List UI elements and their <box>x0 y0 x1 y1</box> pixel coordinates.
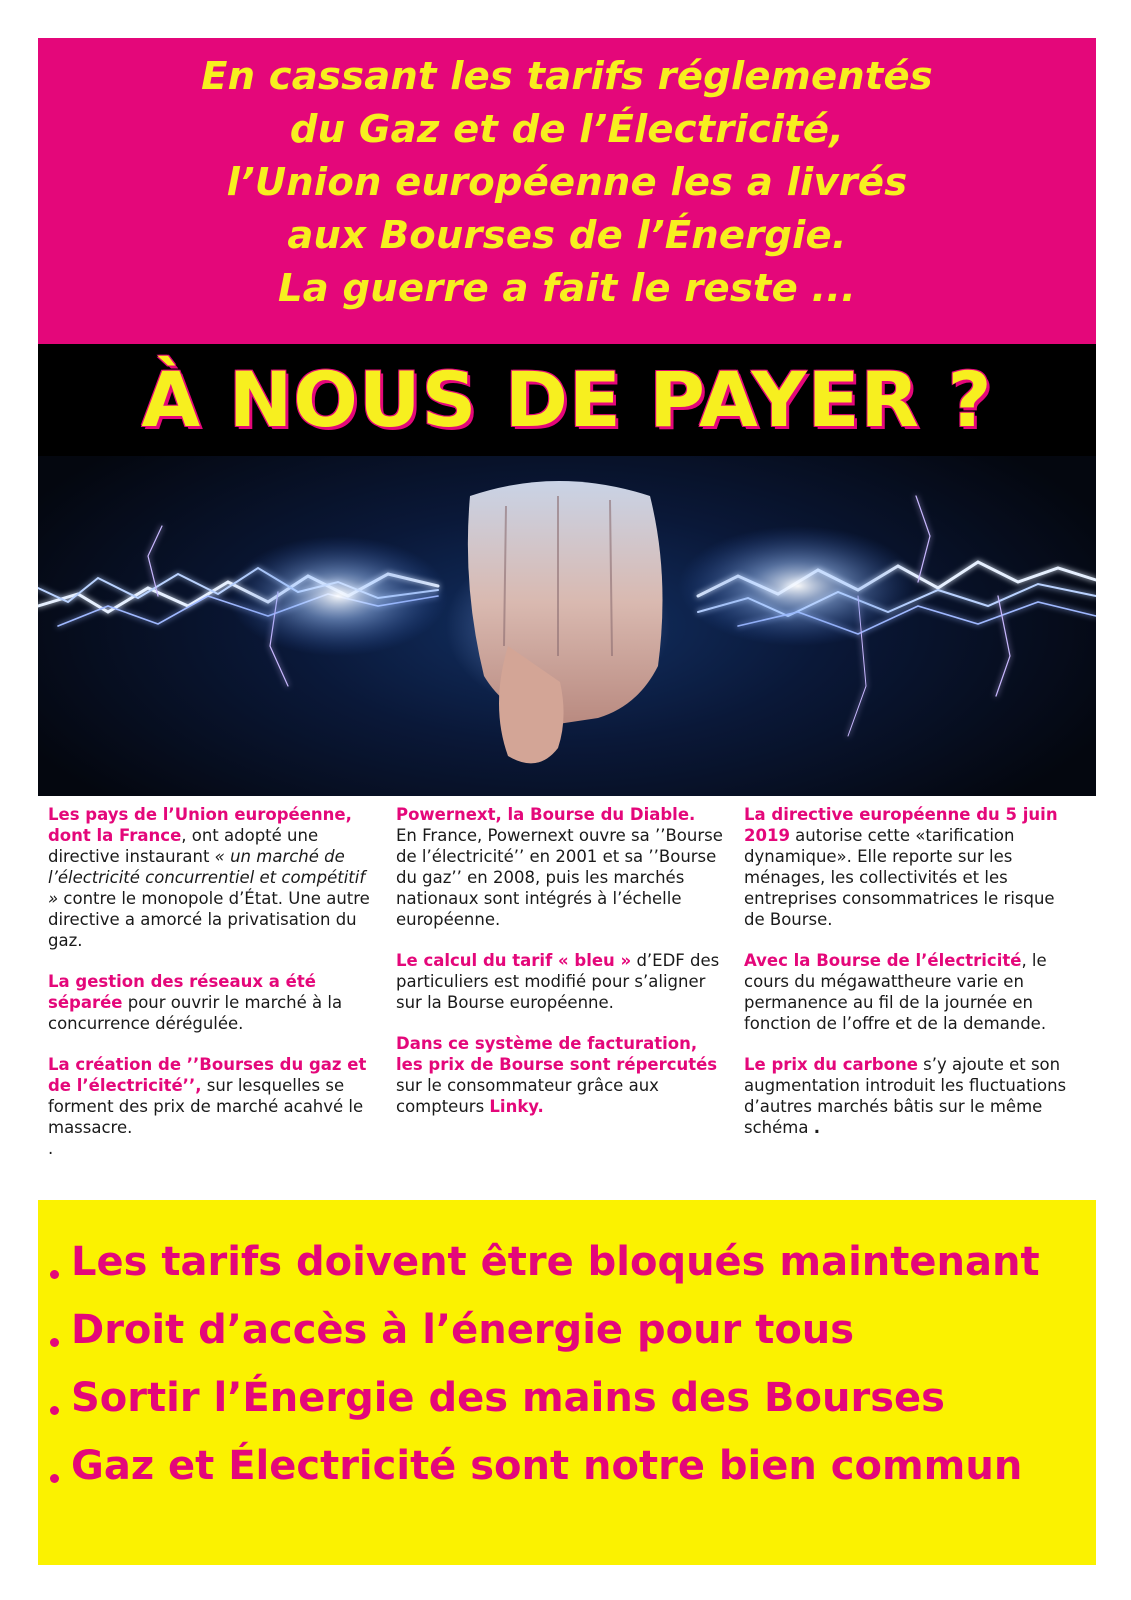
right-flare <box>678 526 918 646</box>
highlight-text: La directive européenne du 5 juin 2019 <box>744 805 1058 845</box>
bullet-dot-icon <box>50 1474 59 1483</box>
highlight-text: La création de ’’Bourses du gaz et de l’électricité’’, <box>48 1055 367 1095</box>
paragraph <box>744 950 1074 1034</box>
highlight-text: Le prix du carbone <box>744 1055 918 1074</box>
highlight-text: Linky. <box>489 1097 544 1116</box>
headline-line-4: aux Bourses de l’Énergie. <box>287 213 847 258</box>
headline-line-5: La guerre a fait le reste ... <box>278 266 856 311</box>
demand-item <box>38 1364 1096 1432</box>
body-text: sur le consommateur grâce aux compteurs <box>396 1076 659 1116</box>
fist-lightning-image <box>38 456 1096 796</box>
body-text: En France, Powernext ouvre sa ’’Bourse de l’électricité’’ en 2001 et sa ’’Bourse du gaz’’ en 2008, puis les marchés nationaux sont intégrés à l’échelle européenne. <box>396 826 723 929</box>
body-text: s’y ajoute et son augmentation introduit les fluctuations d’autres marchés bâtis sur le même schéma <box>744 1055 1067 1137</box>
fist-icon <box>468 481 663 763</box>
paragraph <box>396 950 726 1013</box>
left-flare <box>228 536 448 656</box>
demand-item <box>38 1228 1096 1296</box>
highlight-text: Powernext, la Bourse du Diable <box>396 805 690 824</box>
headline-line-2: du Gaz et de l’Électricité, <box>289 107 845 152</box>
paragraph <box>48 1054 378 1159</box>
headline-line-3: l’Union européenne les a livrés <box>226 160 908 205</box>
demand-text: Sortir l’Énergie des mains des Bourses <box>71 1375 945 1421</box>
bullet-dot-icon <box>50 1338 59 1347</box>
column-2 <box>396 804 726 1137</box>
body-text: sur lesquelles se forment des prix de marché acahvé le massacre. <box>48 1076 364 1137</box>
highlight-text: Le calcul du tarif « bleu » <box>396 951 632 970</box>
paragraph <box>48 971 378 1034</box>
text-columns <box>48 804 1088 1184</box>
page-title: À NOUS DE PAYER ? <box>141 355 993 444</box>
headline-block <box>38 38 1096 344</box>
paragraph <box>744 1054 1074 1138</box>
column-1 <box>48 804 378 1179</box>
highlight-text: Dans ce système de facturation, les prix de Bourse sont répercutés <box>396 1034 718 1074</box>
highlight-text: . <box>689 805 696 824</box>
headline-line-1: En cassant les tarifs réglementés <box>201 54 933 99</box>
highlight-text: Les pays de l’Union européenne, dont la France <box>48 805 352 845</box>
demand-text: Les tarifs doivent être bloqués maintenant <box>71 1239 1040 1285</box>
body-text: contre le monopole d’État. Une autre directive a amorcé la privatisation du gaz. <box>48 889 370 950</box>
demand-item <box>38 1432 1096 1500</box>
body-text: autorise cette «tarification dynamique». Elle reporte sur les ménages, les collectivités et les entreprises consommatrices le risque de Bourse. <box>744 826 1055 929</box>
bullet-dot-icon <box>50 1270 59 1279</box>
demand-item <box>38 1296 1096 1364</box>
highlight-text: Avec la Bourse de l’électricité <box>744 951 1022 970</box>
column-3 <box>744 804 1074 1158</box>
title-banner <box>38 344 1096 456</box>
lightning-illustration <box>38 456 1096 796</box>
body-text: . <box>813 1118 820 1137</box>
demand-text: Gaz et Électricité sont notre bien commun <box>71 1443 1023 1489</box>
demand-text: Droit d’accès à l’énergie pour tous <box>71 1307 855 1353</box>
body-text: . <box>48 1139 54 1158</box>
bullet-dot-icon <box>50 1406 59 1415</box>
paragraph <box>744 804 1074 930</box>
body-text: , ont adopté une directive instaurant <box>48 826 319 866</box>
body-text: d’EDF des particuliers est modifié pour s’aligner sur la Bourse européenne. <box>396 951 720 1012</box>
demands-block <box>38 1200 1096 1565</box>
highlight-text: La gestion des réseaux a été séparée <box>48 972 316 1012</box>
body-text: pour ouvrir le marché à la concurrence dérégulée. <box>48 993 343 1033</box>
body-text: , le cours du mégawattheure varie en permanence au fil de la journée en fonction de l’offre et de la demande. <box>744 951 1047 1033</box>
paragraph <box>396 1033 726 1117</box>
paragraph <box>48 804 378 951</box>
paragraph <box>396 804 726 930</box>
italic-quote: « un marché de l’électricité concurrentiel et compétitif » <box>48 847 366 908</box>
